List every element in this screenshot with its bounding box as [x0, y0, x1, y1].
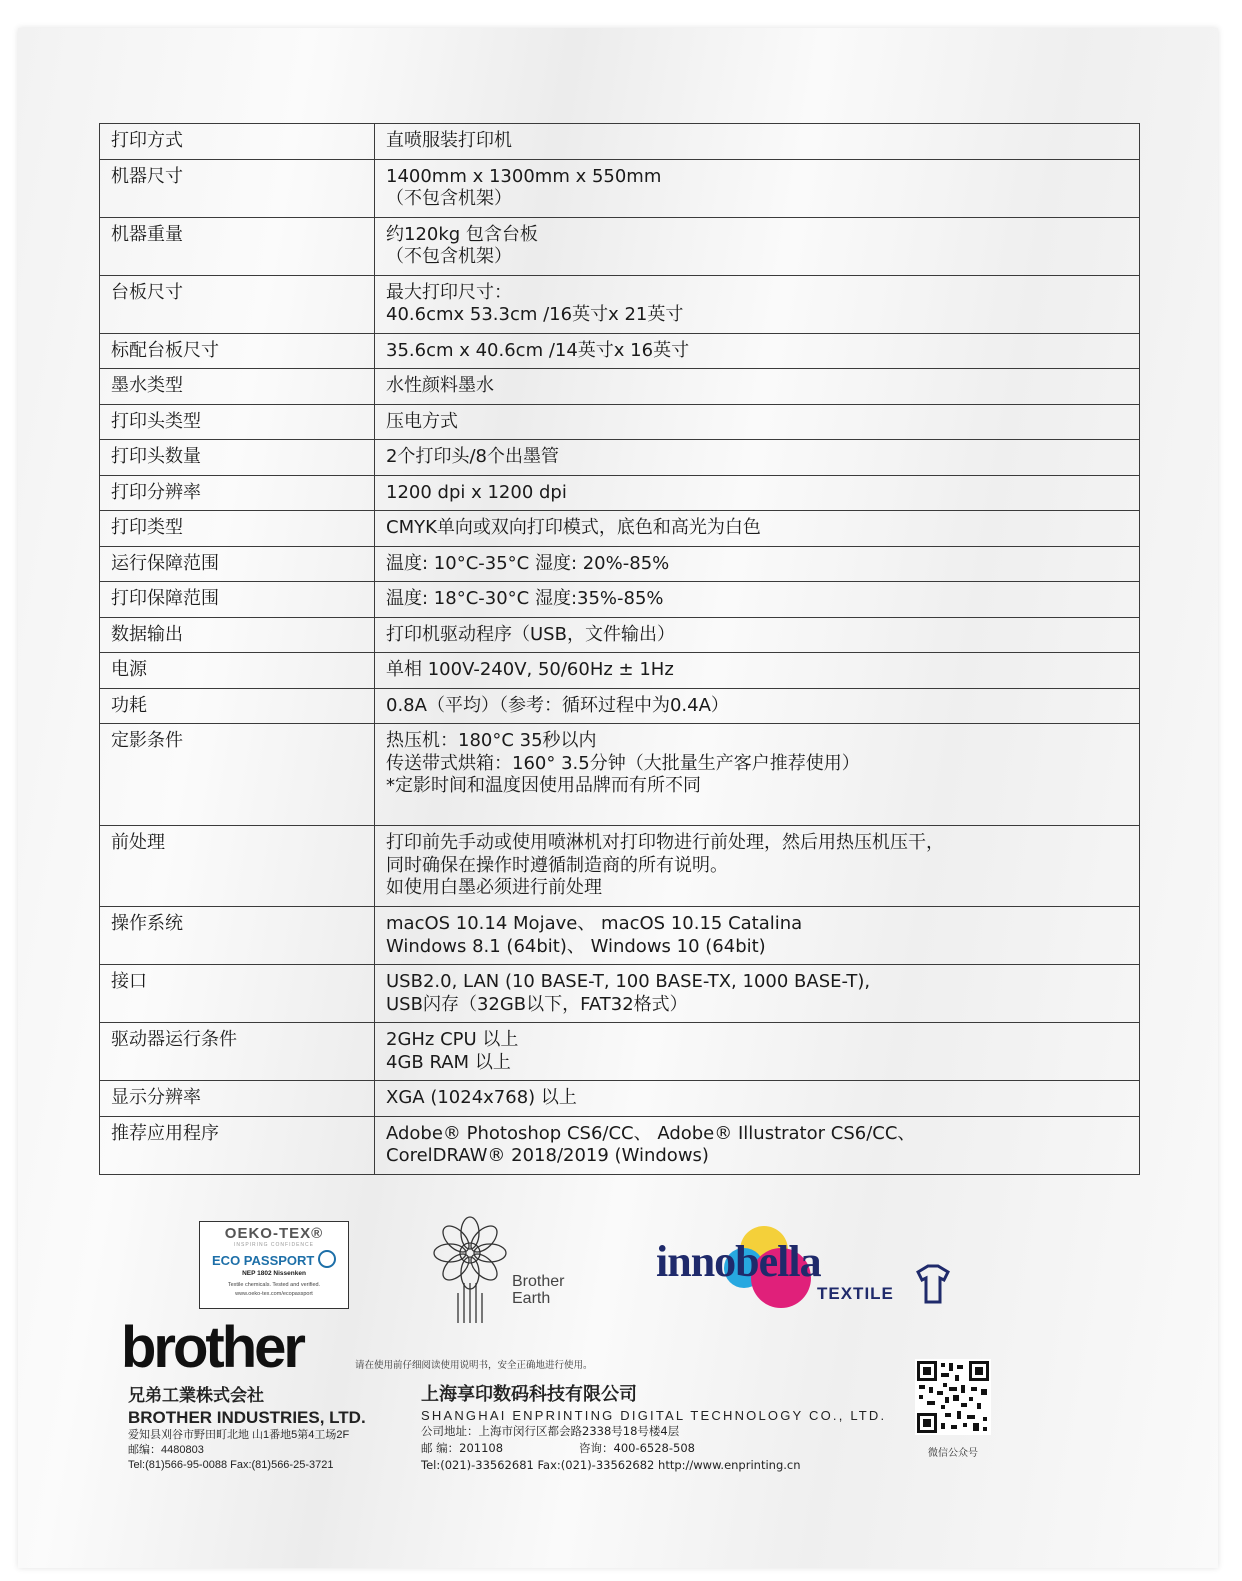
shanghai-hotline: 咨询：400-6528-508	[579, 1441, 695, 1455]
brother-address: 爱知县刈谷市野田町北地 山1番地5第4工场2F	[128, 1429, 350, 1441]
innobella-textile: TEXTILE	[817, 1284, 894, 1303]
spec-row	[100, 653, 1140, 689]
spec-row	[100, 688, 1140, 724]
cert-number: NEP 1802 Nissenken	[242, 1270, 306, 1277]
spec-value: 打印前先手动或使用喷淋机对打印物进行前处理，然后用热压机压干， 同时确保在操作时遵循制造商的所有说明。 如使用白墨必须进行前处理	[375, 826, 1140, 907]
spec-key: 打印类型	[100, 511, 375, 547]
spec-row	[100, 404, 1140, 440]
spec-row	[100, 511, 1140, 547]
spec-value: 压电方式	[375, 404, 1140, 440]
eco-passport-icon	[318, 1250, 336, 1268]
spec-key: 接口	[100, 965, 375, 1023]
shanghai-postcode-row	[421, 1440, 886, 1457]
spec-row	[100, 582, 1140, 618]
spec-value: 水性颜料墨水	[375, 369, 1140, 405]
brother-tel: Tel:(81)566-95-0088 Fax:(81)566-25-3721	[128, 1459, 334, 1471]
spec-row	[100, 217, 1140, 275]
shanghai-company-cn: 上海享印数码科技有限公司	[421, 1384, 637, 1405]
spec-key: 运行保障范围	[100, 546, 375, 582]
spec-key: 功耗	[100, 688, 375, 724]
spec-value: 0.8A（平均）（参考：循环过程中为0.4A）	[375, 688, 1140, 724]
brother-company-info	[128, 1381, 366, 1473]
brother-company-cn: 兄弟工業株式会社	[128, 1386, 264, 1405]
spec-key: 打印方式	[100, 124, 375, 160]
spec-value: macOS 10.14 Mojave、 macOS 10.15 Catalina Windows 8.1 (64bit)、 Windows 10 (64bit)	[375, 907, 1140, 965]
qr-label: 微信公众号	[928, 1448, 978, 1459]
spec-value: 35.6cm x 40.6cm /14英寸x 16英寸	[375, 333, 1140, 369]
spec-value: 温度: 10°C-35°C 湿度: 20%-85%	[375, 546, 1140, 582]
innobella-logo: innobella	[656, 1237, 821, 1286]
shanghai-address: 公司地址：上海市闵行区都会路2338号18号楼4层	[421, 1424, 680, 1438]
spec-value: 1200 dpi x 1200 dpi	[375, 475, 1140, 511]
spec-key: 推荐应用程序	[100, 1116, 375, 1174]
spec-key: 数据输出	[100, 617, 375, 653]
spec-value: 单相 100V-240V, 50/60Hz ± 1Hz	[375, 653, 1140, 689]
spec-key: 打印分辨率	[100, 475, 375, 511]
spec-key: 电源	[100, 653, 375, 689]
spec-value: 热压机：180°C 35秒以内 传送带式烘箱：160° 3.5分钟（大批量生产客户推荐使用） *定影时间和温度因使用品牌而有所不同	[375, 724, 1140, 826]
spec-key: 墨水类型	[100, 369, 375, 405]
shanghai-postcode: 邮 编：201108	[421, 1441, 504, 1455]
spec-table	[99, 123, 1140, 1175]
brochure-page	[18, 28, 1218, 1568]
spec-value: 2个打印头/8个出墨管	[375, 440, 1140, 476]
spec-row	[100, 333, 1140, 369]
spec-row	[100, 440, 1140, 476]
brother-earth-text: Brother Earth	[512, 1273, 565, 1307]
spec-key: 标配台板尺寸	[100, 333, 375, 369]
brother-company-en: BROTHER INDUSTRIES, LTD.	[128, 1408, 366, 1427]
spec-row	[100, 475, 1140, 511]
cert-tagline: INSPIRING CONFIDENCE	[233, 1242, 314, 1248]
spec-row	[100, 1116, 1140, 1174]
spec-key: 定影条件	[100, 724, 375, 826]
spec-key: 打印保障范围	[100, 582, 375, 618]
brother-postcode: 邮编：4480803	[128, 1444, 204, 1456]
spec-row	[100, 1023, 1140, 1081]
spec-row	[100, 724, 1140, 826]
spec-row	[100, 369, 1140, 405]
spec-row	[100, 275, 1140, 333]
spec-row	[100, 124, 1140, 160]
safety-notice: 请在使用前仔细阅读使用说明书，安全正确地进行使用。	[355, 1360, 593, 1371]
spec-value: 最大打印尺寸： 40.6cmx 53.3cm /16英寸x 21英寸	[375, 275, 1140, 333]
spec-key: 机器尺寸	[100, 159, 375, 217]
spec-key: 操作系统	[100, 907, 375, 965]
cert-title: OEKO-TEX®	[224, 1225, 324, 1242]
spec-key: 机器重量	[100, 217, 375, 275]
spec-row	[100, 159, 1140, 217]
shanghai-contact: Tel:(021)-33562681 Fax:(021)-33562682 http://www.enprinting.cn	[421, 1458, 801, 1472]
spec-key: 打印头类型	[100, 404, 375, 440]
spec-value: 1400mm x 1300mm x 550mm （不包含机架）	[375, 159, 1140, 217]
spec-key: 显示分辨率	[100, 1081, 375, 1117]
spec-value: USB2.0, LAN (10 BASE-T, 100 BASE-TX, 1000 BASE-T), USB闪存（32GB以下，FAT32格式）	[375, 965, 1140, 1023]
oeko-tex-certification	[199, 1221, 349, 1309]
spec-row	[100, 907, 1140, 965]
spec-key: 驱动器运行条件	[100, 1023, 375, 1081]
spec-value: 约120kg 包含台板 （不包含机架）	[375, 217, 1140, 275]
spec-value: 直喷服装打印机	[375, 124, 1140, 160]
cert-name: ECO PASSPORT	[200, 1250, 348, 1268]
spec-row	[100, 1081, 1140, 1117]
cert-note: Textile chemicals. Tested and verified. www.oeko-tex.com/ecopassport	[227, 1282, 321, 1297]
qr-code-icon	[915, 1359, 991, 1435]
spec-row	[100, 546, 1140, 582]
spec-key: 前处理	[100, 826, 375, 907]
shanghai-company-en: SHANGHAI ENPRINTING DIGITAL TECHNOLOGY CO., LTD.	[421, 1408, 887, 1423]
spec-row	[100, 826, 1140, 907]
brother-logo: brother	[121, 1315, 303, 1380]
spec-key: 打印头数量	[100, 440, 375, 476]
spec-value: Adobe® Photoshop CS6/CC、 Adobe® Illustrator CS6/CC、 CorelDRAW® 2018/2019 (Windows)	[375, 1116, 1140, 1174]
spec-row	[100, 617, 1140, 653]
spec-value: 温度: 18°C-30°C 湿度:35%-85%	[375, 582, 1140, 618]
spec-row	[100, 965, 1140, 1023]
shanghai-company-info	[421, 1380, 886, 1474]
spec-key: 台板尺寸	[100, 275, 375, 333]
spec-value: 2GHz CPU 以上 4GB RAM 以上	[375, 1023, 1140, 1081]
spec-value: 打印机驱动程序（USB，文件输出）	[375, 617, 1140, 653]
spec-value: XGA (1024x768) 以上	[375, 1081, 1140, 1117]
spec-value: CMYK单向或双向打印模式，底色和高光为白色	[375, 511, 1140, 547]
